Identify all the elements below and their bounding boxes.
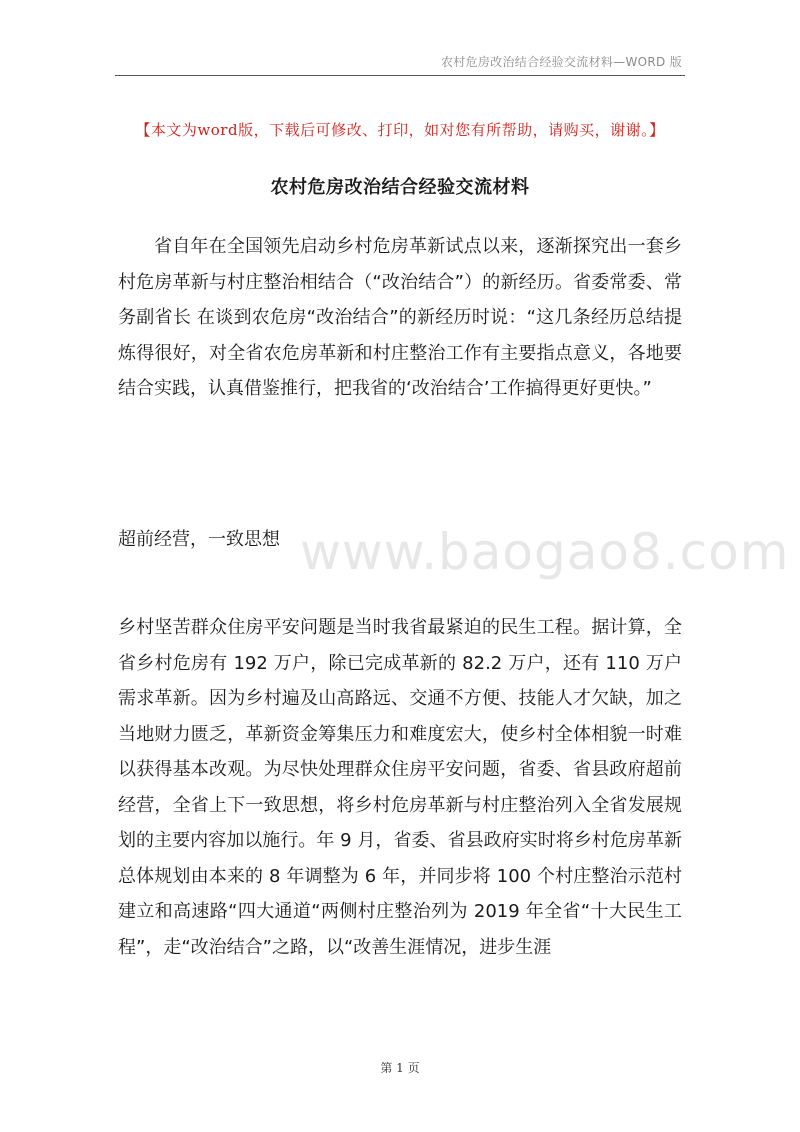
header-divider	[115, 75, 685, 76]
paragraph-intro: 省自年在全国领先启动乡村危房革新试点以来，逐渐探究出一套乡村危房革新与村庄整治相结合（“改治结合”）的新经历。省委常委、常务副省长 在谈到农危房“改治结合”的新经历时说：“这几条经历总结提炼得很好，对全省农危房革新和村庄整治工作有主要指点意义，各地要结合实践，认真借鉴推行，把我省的‘改治结合’工作搞得更好更快。”	[118, 236, 682, 399]
running-header: 农村危房改治结合经验交流材料—WORD 版	[440, 55, 682, 69]
document-title: 农村危房改治结合经验交流材料	[270, 177, 530, 198]
page-number: 第 1 页	[380, 1061, 420, 1075]
section-heading: 超前经营，一致思想	[118, 529, 280, 550]
site-watermark: www.baogao8.com	[300, 523, 790, 581]
download-notice: 【本文为word版，下载后可修改、打印，如对您有所帮助，请购买，谢谢。】	[135, 121, 665, 139]
paragraph-body: 乡村坚苦群众住房平安问题是当时我省最紧迫的民生工程。据计算，全省乡村危房有 192 万户，除已完成革新的 82.2 万户，还有 110 万户需求革新。因为乡村遍及山高路远、交通不方便、技能人才欠缺，加之当地财力匮乏，革新资金筹集压力和难度宏大，使乡村全体相貌一时难以获得基本改观。为尽快处理群众住房平安问题，省委、省县政府超前经营，全省上下一致思想，将乡村危房革新与村庄整治列入全省发展规划的主要内容加以施行。年 9 月，省委、省县政府实时将乡村危房革新总体规划由本来的 8 年调整为 6 年，并同步将 100 个村庄整治示范村建立和高速路“四大通道“两侧村庄整治列为 2019 年全省“十大民生工程”，走“改治结合”之路，以“改善生涯情况，进步生涯	[118, 617, 682, 958]
